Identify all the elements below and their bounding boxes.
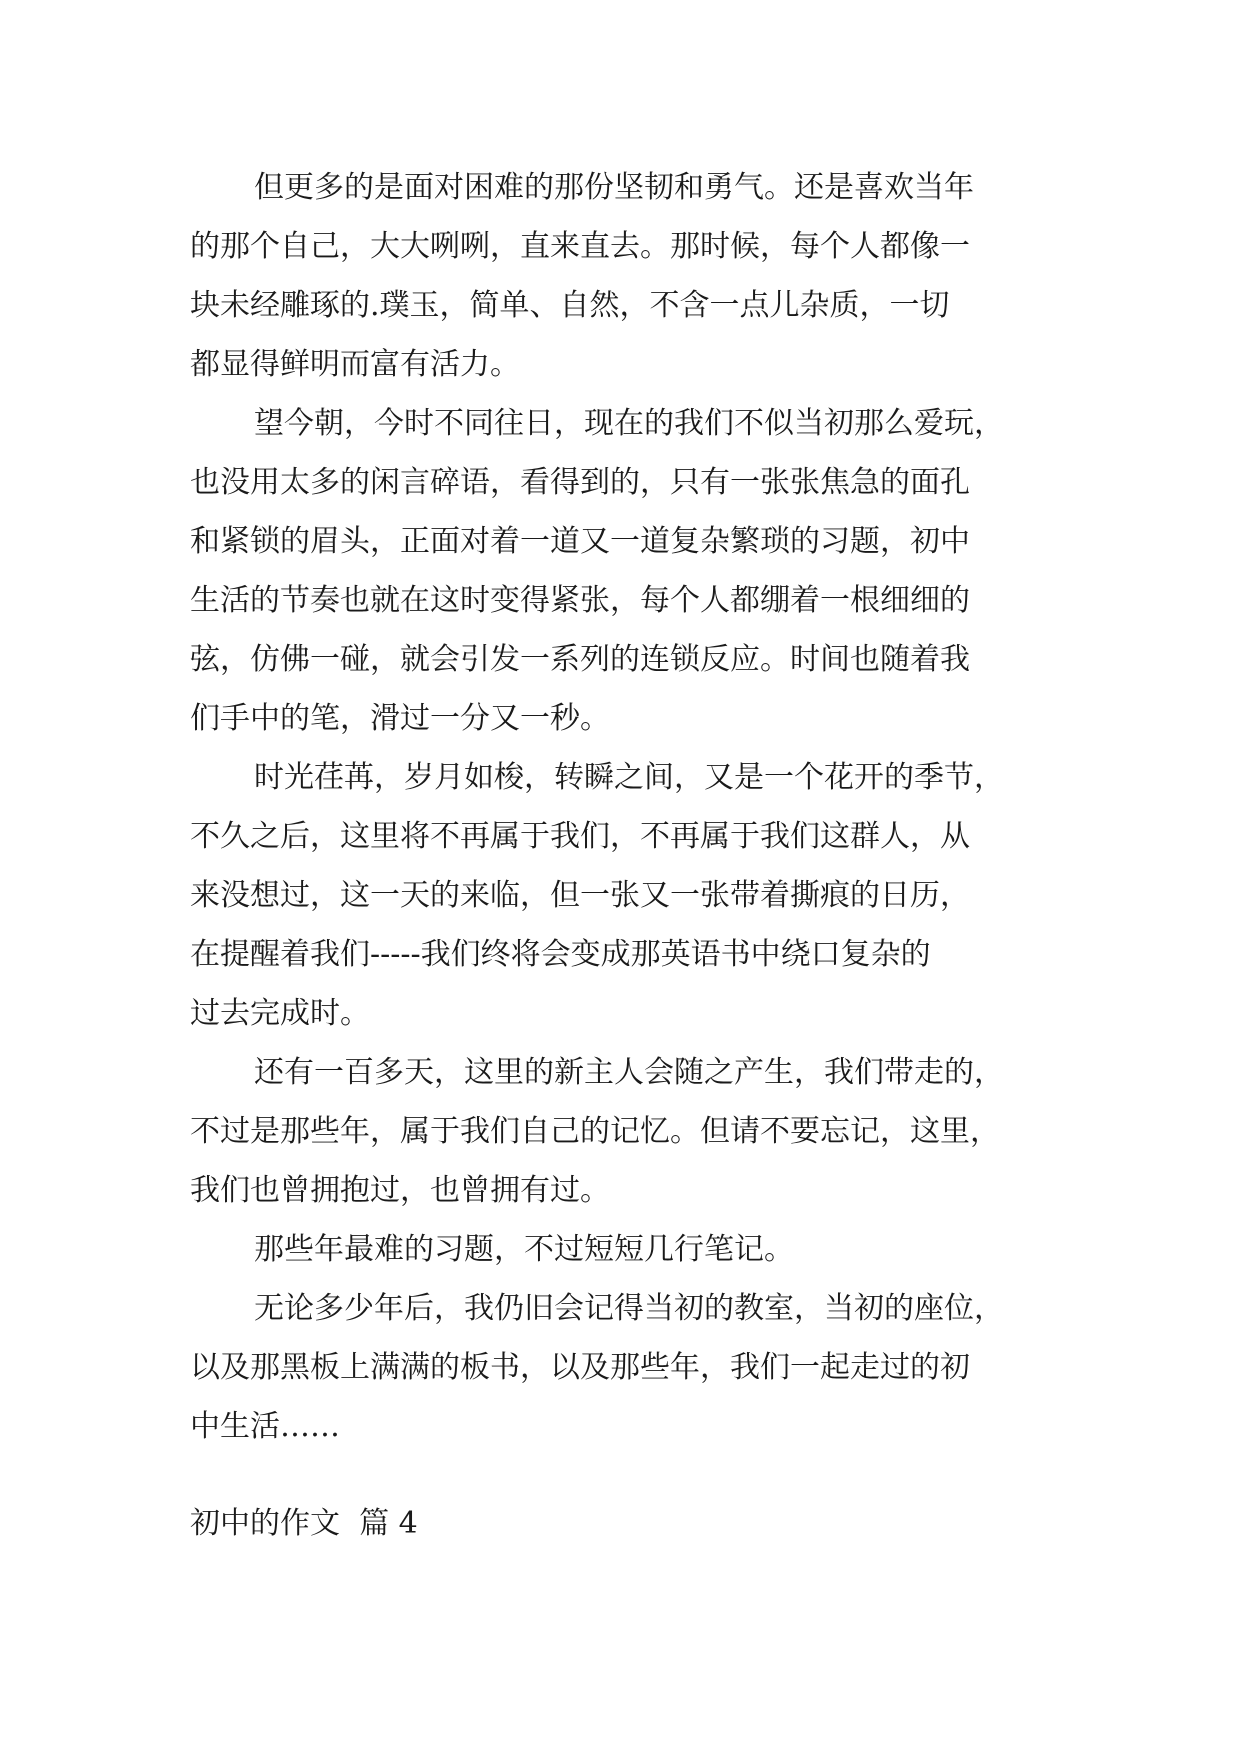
text-line: 过去完成时。: [190, 996, 370, 1031]
text-line: 还有一百多天，这里的新主人会随之产生，我们带走的，: [254, 1055, 1004, 1090]
text-line: 不久之后，这里将不再属于我们，不再属于我们这群人，从: [190, 819, 970, 854]
text-line: 不过是那些年，属于我们自己的记忆。但请不要忘记，这里，: [190, 1114, 1000, 1149]
text-line: 时光荏苒，岁月如梭，转瞬之间，又是一个花开的季节，: [254, 760, 1004, 795]
text-line: 来没想过，这一天的来临，但一张又一张带着撕痕的日历，: [190, 878, 970, 913]
text-line: 块未经雕琢的.璞玉，简单、自然，不含一点儿杂质，一切: [190, 288, 950, 323]
text-line: 都显得鲜明而富有活力。: [190, 347, 520, 382]
paragraph-6: [190, 1279, 1056, 1456]
text-line: 我们也曾拥抱过，也曾拥有过。: [190, 1173, 610, 1208]
paragraph-5: [190, 1220, 1056, 1279]
text-line: 的那个自己，大大咧咧，直来直去。那时候，每个人都像一: [190, 229, 970, 264]
text-line: 也没用太多的闲言碎语，看得到的，只有一张张焦急的面孔: [190, 465, 970, 500]
text-line: 但更多的是面对困难的那份坚韧和勇气。还是喜欢当年: [254, 170, 974, 205]
text-line: 弦，仿佛一碰，就会引发一系列的连锁反应。时间也随着我: [190, 642, 970, 677]
paragraph-3: [190, 748, 1056, 1043]
text-line: 和紧锁的眉头，正面对着一道又一道复杂繁琐的习题，初中: [190, 524, 970, 559]
text-line: 生活的节奏也就在这时变得紧张，每个人都绷着一根细细的: [190, 583, 970, 618]
text-line: 们手中的笔，滑过一分又一秒。: [190, 701, 610, 736]
text-line: 无论多少年后，我仍旧会记得当初的教室，当初的座位，: [254, 1291, 1004, 1326]
text-line: 那些年最难的习题，不过短短几行笔记。: [254, 1232, 794, 1267]
text-line: 望今朝，今时不同往日，现在的我们不似当初那么爱玩，: [254, 406, 1004, 441]
text-line: 在提醒着我们-----我们终将会变成那英语书中绕口复杂的: [190, 937, 931, 972]
text-line: 以及那黑板上满满的板书，以及那些年，我们一起走过的初: [190, 1350, 970, 1385]
paragraph-1: [190, 158, 1056, 394]
section-heading: 初中的作文 篇 4: [190, 1506, 418, 1541]
essay-body: [190, 158, 1056, 1456]
text-line: 中生活……: [190, 1409, 340, 1444]
paragraph-4: [190, 1043, 1056, 1220]
paragraph-2: [190, 394, 1056, 748]
